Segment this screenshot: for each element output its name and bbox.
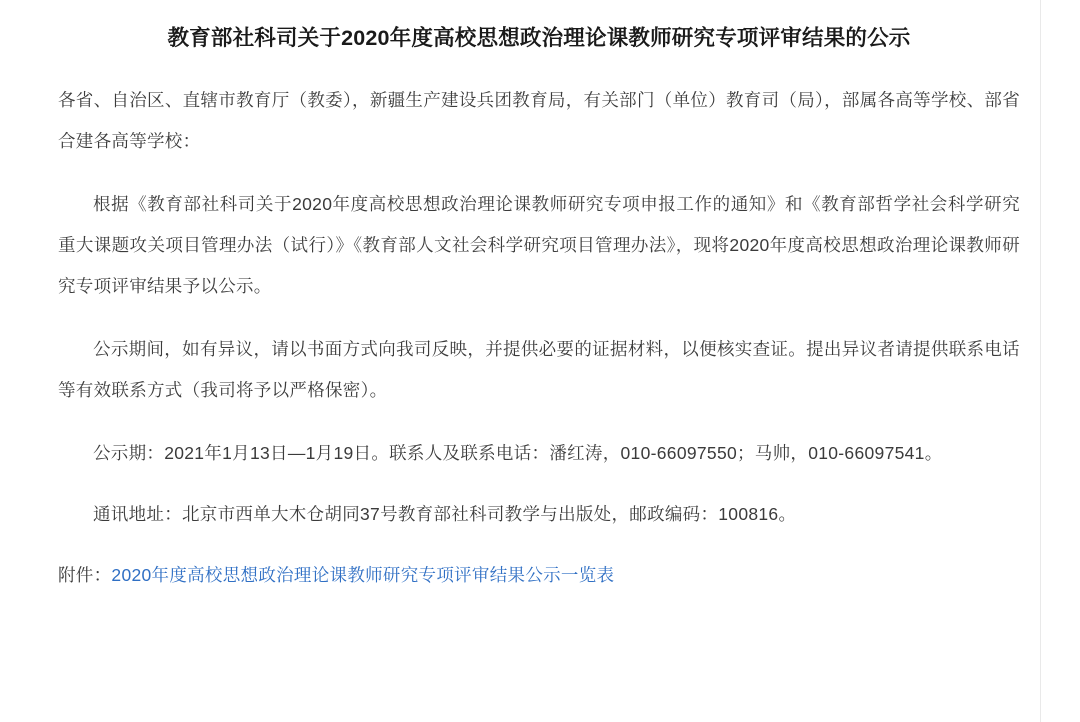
page-title: 教育部社科司关于2020年度高校思想政治理论课教师研究专项评审结果的公示 <box>167 26 911 50</box>
paragraph-basis: 根据《教育部社科司关于2020年度高校思想政治理论课教师研究专项申报工作的通知》和《教育部哲学社会科学研究重大课题攻关项目管理办法（试行）》《教育部人文社会科学研究项目管理办法》，现将2020年度高校思想政治理论课教师研究专项评审结果予以公示。 <box>58 194 1020 297</box>
attachment-line <box>58 555 1020 596</box>
page-right-rule <box>1040 0 1041 722</box>
document-body <box>58 66 1020 596</box>
attachment-link[interactable]: 2020年度高校思想政治理论课教师研究专项评审结果公示一览表 <box>111 565 615 586</box>
paragraph-address: 通讯地址：北京市西单大木仓胡同37号教育部社科司教学与出版处，邮政编码：100816。 <box>93 504 797 525</box>
attachment-label: 附件： <box>58 565 112 586</box>
paragraph-addressees: 各省、自治区、直辖市教育厅（教委），新疆生产建设兵团教育局，有关部门（单位）教育司（局），部属各高等学校、部省合建各高等学校： <box>58 90 1020 152</box>
paragraph-objection: 公示期间，如有异议，请以书面方式向我司反映，并提供必要的证据材料，以便核实查证。提出异议者请提供联系电话等有效联系方式（我司将予以严格保密）。 <box>58 339 1020 401</box>
paragraph-period-contacts: 公示期：2021年1月13日—1月19日。联系人及联系电话：潘红涛，010-66097550；马帅，010-66097541。 <box>93 443 943 464</box>
